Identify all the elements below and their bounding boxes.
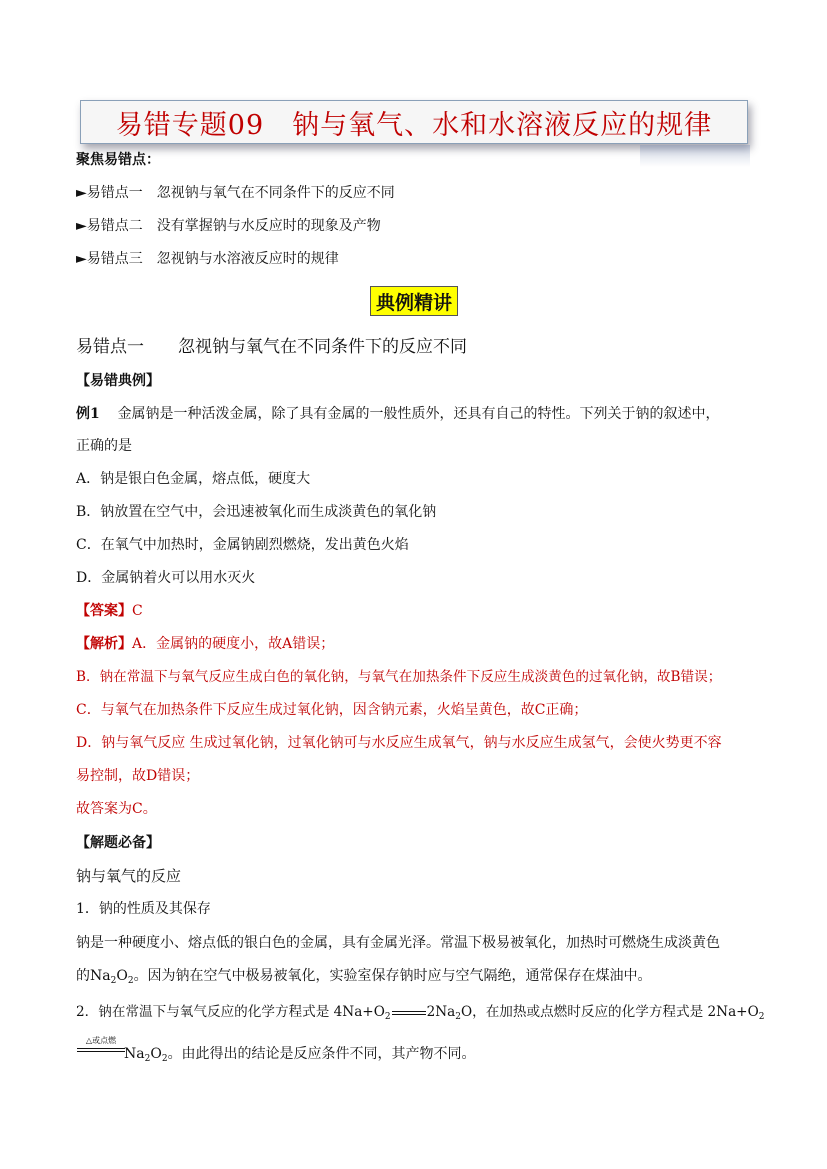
focus-label: 聚焦易错点： <box>76 152 160 168</box>
item1-formula-na: 的Na <box>76 968 111 984</box>
item3-sub-b: 2 <box>161 1054 168 1064</box>
answer-value: C <box>132 603 143 619</box>
analysis-line-1 <box>76 634 334 654</box>
item2-line <box>76 1002 764 1027</box>
item1-sub2: 2 <box>127 976 134 986</box>
example-stem-text: 金属钠是一种活泼金属，除了具有金属的一般性质外，还具有自己的特性。下列关于钠的叙述中， <box>117 406 720 422</box>
reaction-condition: △或点燃 <box>85 1036 117 1045</box>
analysis-label: 【解析】 <box>76 636 132 652</box>
answer-line <box>76 601 143 621</box>
option-c: C．在氧气中加热时，金属钠剧烈燃烧，发出黄色火焰 <box>76 537 409 553</box>
page-title: 易错专题09 钠与氧气、水和水溶液反应的规律 <box>115 109 713 141</box>
item2-text-b: 2Na <box>426 1004 456 1020</box>
reaction-equals-sign <box>77 1048 125 1052</box>
analysis-line-5: 易控制，故D错误； <box>76 768 200 784</box>
item3-line <box>124 1044 476 1069</box>
essentials-label: 【解题必备】 <box>76 835 160 851</box>
subheading: 钠与氧气的反应 <box>76 867 182 885</box>
item1-sub1: 2 <box>110 976 117 986</box>
option-a: A．钠是银白色金属，熔点低，硬度大 <box>76 471 311 487</box>
example-number: 例1 <box>76 406 100 422</box>
item1-line2 <box>76 966 652 991</box>
item1-title: 1．钠的性质及其保存 <box>76 901 211 917</box>
item1-line1: 钠是一种硬度小、熔点低的银白色的金属，具有金属光泽。常温下极易被氧化，加热时可燃烧生成淡黄色 <box>76 935 720 951</box>
item2-sub-a: 2 <box>384 1012 391 1022</box>
example-stem-line2: 正确的是 <box>76 438 132 454</box>
point1-heading: 易错点一 忽视钠与氧气在不同条件下的反应不同 <box>76 337 467 357</box>
item3-text-b: O <box>150 1046 162 1062</box>
title-shadow-decoration <box>640 145 750 167</box>
option-d: D．金属钠着火可以用水灭火 <box>76 570 256 586</box>
analysis-line-4: D．钠与氧气反应 生成过氧化钠，过氧化钠可与水反应生成氧气，钠与水反应生成氢气，会使火势更不容 <box>76 735 722 751</box>
focus-point-2: ►易错点二 没有掌握钠与水反应时的现象及产物 <box>76 218 381 234</box>
item2-sub-c: 2 <box>758 1012 765 1022</box>
item3-sub-a: 2 <box>144 1054 151 1064</box>
section-badge: 典例精讲 <box>370 286 458 316</box>
analysis-line-6: 故答案为C。 <box>76 801 157 817</box>
example-label: 【易错典例】 <box>76 373 160 389</box>
focus-point-1: ►易错点一 忽视钠与氧气在不同条件下的反应不同 <box>76 185 395 201</box>
item2-sub-b: 2 <box>455 1012 461 1022</box>
item1-formula-o: O <box>116 968 128 984</box>
option-b: B．钠放置在空气中，会迅速被氧化而生成淡黄色的氧化钠 <box>76 504 437 520</box>
example-stem-line1 <box>76 404 720 424</box>
item3-text-c: 。由此得出的结论是反应条件不同，其产物不同。 <box>167 1046 476 1062</box>
item3-text-a: Na <box>124 1046 145 1062</box>
title-banner <box>80 100 748 144</box>
analysis-text-1: A．金属钠的硬度小，故A错误； <box>132 636 335 652</box>
equals-sign <box>392 1011 426 1015</box>
answer-label: 【答案】 <box>76 603 132 619</box>
item2-text-c: O，在加热或点燃时反应的化学方程式是 2Na+O <box>460 1004 759 1020</box>
analysis-line-3: C．与氧气在加热条件下反应生成过氧化钠，因含钠元素，火焰呈黄色，故C正确； <box>76 702 588 718</box>
item1-line2-text: 。因为钠在空气中极易被氧化，实验室保存钠时应与空气隔绝，通常保存在煤油中。 <box>133 968 652 984</box>
item2-text-a: 2．钠在常温下与氧气反应的化学方程式是 4Na+O <box>76 1004 385 1020</box>
analysis-line-2: B．钠在常温下与氧气反应生成白色的氧化钠，与氧气在加热条件下反应生成淡黄色的过氧化钠，故B错误； <box>76 669 722 685</box>
focus-point-3: ►易错点三 忽视钠与水溶液反应时的规律 <box>76 251 339 267</box>
